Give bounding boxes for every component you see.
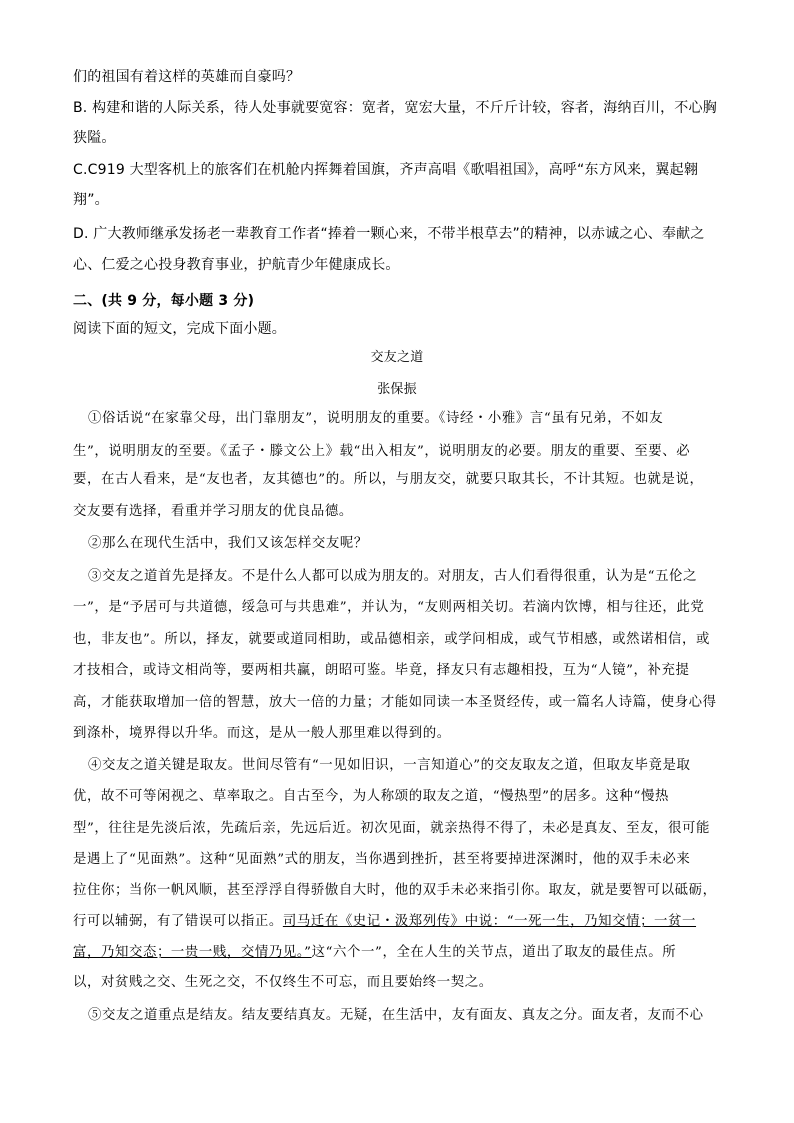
essay-text: 是遇上了“见面熟”。这种“见面熟”式的朋友，当你遇到挫折，甚至将要掉进深渊时，他的双手未必来 — [73, 852, 691, 867]
essay-author: 张保振 — [377, 382, 417, 397]
essay-line — [73, 598, 723, 618]
question-line: 翔”。 — [73, 192, 109, 208]
essay-line — [88, 1006, 723, 1026]
essay-line — [73, 881, 723, 901]
essay-line — [88, 756, 723, 776]
question-line: 心、仁爱之心投身教育事业，护航青少年健康成长。 — [73, 257, 400, 273]
essay-text: 行可以辅弼，有了错误可以指正。 — [73, 914, 283, 929]
underlined-quote: 司马迁在《史记・汲郑列传》中说：“一死一生，乃知交情；一贫一 — [282, 914, 697, 929]
essay-line — [73, 693, 723, 713]
essay-line — [88, 567, 723, 587]
essay-line — [73, 973, 723, 993]
question-line: 们的祖国有着这样的英雄而自豪吗？ — [73, 69, 301, 85]
essay-text: 交友要有选择，看重并学习朋友的优良品德。 — [73, 504, 353, 519]
essay-line — [73, 442, 723, 462]
underlined-quote: 富，乃知交态；一贵一贱，交情乃见。” — [73, 945, 312, 960]
question-line: 狭隘。 — [73, 130, 116, 146]
essay-text: 才技相合，或诗文相尚等，要两相共赢，朗昭可鉴。毕竟，择友只有志趣相投，互为“人镜”，补充提 — [73, 663, 690, 678]
essay-text: ②那么在现代生活中，我们又该怎样交友呢？ — [88, 536, 368, 551]
essay-title: 交友之道 — [370, 350, 424, 365]
essay-text: ④交友之道关键是取友。世间尽管有“一见如旧识，一言知道心”的交友取友之道，但取友毕竟是取 — [88, 758, 691, 773]
essay-text: 型”，往往是先淡后浓，先疏后亲，先远后近。初次见面，就亲热得不得了，未必是真友、至友，很可能 — [73, 821, 711, 836]
essay-line — [73, 912, 723, 932]
essay-text: 优，故不可等闲视之、草率取之。自古至今，为人称颂的取友之道，“慢热型”的居多。这种“慢热 — [73, 789, 669, 804]
essay-text: 这“六个一”，全在人生的关节点，道出了取友的最佳点。所 — [311, 945, 677, 960]
essay-line — [73, 850, 723, 870]
reading-instruction: 阅读下面的短文，完成下面小题。 — [73, 321, 286, 337]
essay-line — [73, 724, 723, 744]
question-line: D. 广大教师继承发扬老一辈教育工作者“捧着一颗心来，不带半根草去”的精神，以赤诚之心、奉献之 — [73, 226, 705, 242]
question-line: B. 构建和谐的人际关系，待人处事就要宽容：宽者，宽宏大量，不斤斤计较，容者，海纳百川，不心胸 — [73, 100, 717, 116]
essay-text: 生”，说明朋友的至要。《孟子・滕文公上》载“出入相友”，说明朋友的必要。朋友的重要、至要、必 — [73, 444, 691, 459]
essay-line — [73, 819, 723, 839]
essay-text: ⑤交友之道重点是结友。结友要结真友。无疑，在生活中，友有面友、真友之分。面友者，友而不心 — [88, 1008, 704, 1023]
essay-line — [73, 502, 723, 522]
section-heading: 二、(共 9 分，每小题 3 分) — [73, 293, 255, 309]
essay-text: 高，才能获取增加一倍的智慧，放大一倍的力量；才能如同读一本圣贤经传，或一篇名人诗篇，使身心得 — [73, 695, 717, 710]
essay-line — [73, 661, 723, 681]
essay-line — [73, 787, 723, 807]
essay-text: 以，对贫贱之交、生死之交，不仅终生不可忘，而且要始终一契之。 — [73, 975, 493, 990]
essay-line — [88, 534, 723, 554]
essay-text: 一”，是“予居可与共道德，绥急可与共患难”，并认为，“友则两相关切。若滴内饮博，相与往还，此党 — [73, 600, 705, 615]
essay-text: ①俗话说“在家靠父母，出门靠朋友”，说明朋友的重要。《诗经・小雅》言“虽有兄弟，不如友 — [88, 411, 664, 426]
essay-text: ③交友之道首先是择友。不是什么人都可以成为朋友的。对朋友，古人们看得很重，认为是“五伦之 — [88, 569, 698, 584]
essay-line — [73, 630, 723, 650]
question-line: C.C919 大型客机上的旅客们在机舱内挥舞着国旗，齐声高唱《歌唱祖国》，高呼“东方风来，翼起翱 — [73, 162, 699, 178]
essay-line — [73, 943, 723, 963]
essay-line — [73, 470, 723, 490]
essay-text: 拉住你；当你一帆风顺，甚至浮浮自得骄傲自大时，他的双手未必来指引你。取友，就是要智可以砥砺， — [73, 883, 717, 898]
essay-text: 要，在古人看来，是“友也者，友其德也”的。所以，与朋友交，就要只取其长，不计其短。也就是说， — [73, 472, 704, 487]
essay-line — [88, 409, 723, 429]
essay-text: 到涤朴，境界得以升华。而这，是从一般人那里难以得到的。 — [73, 726, 451, 741]
essay-text: 也，非友也”。所以，择友，就要或道同相助，或品德相亲，或学问相成，或气节相感，或然诺相信，或 — [73, 632, 711, 647]
